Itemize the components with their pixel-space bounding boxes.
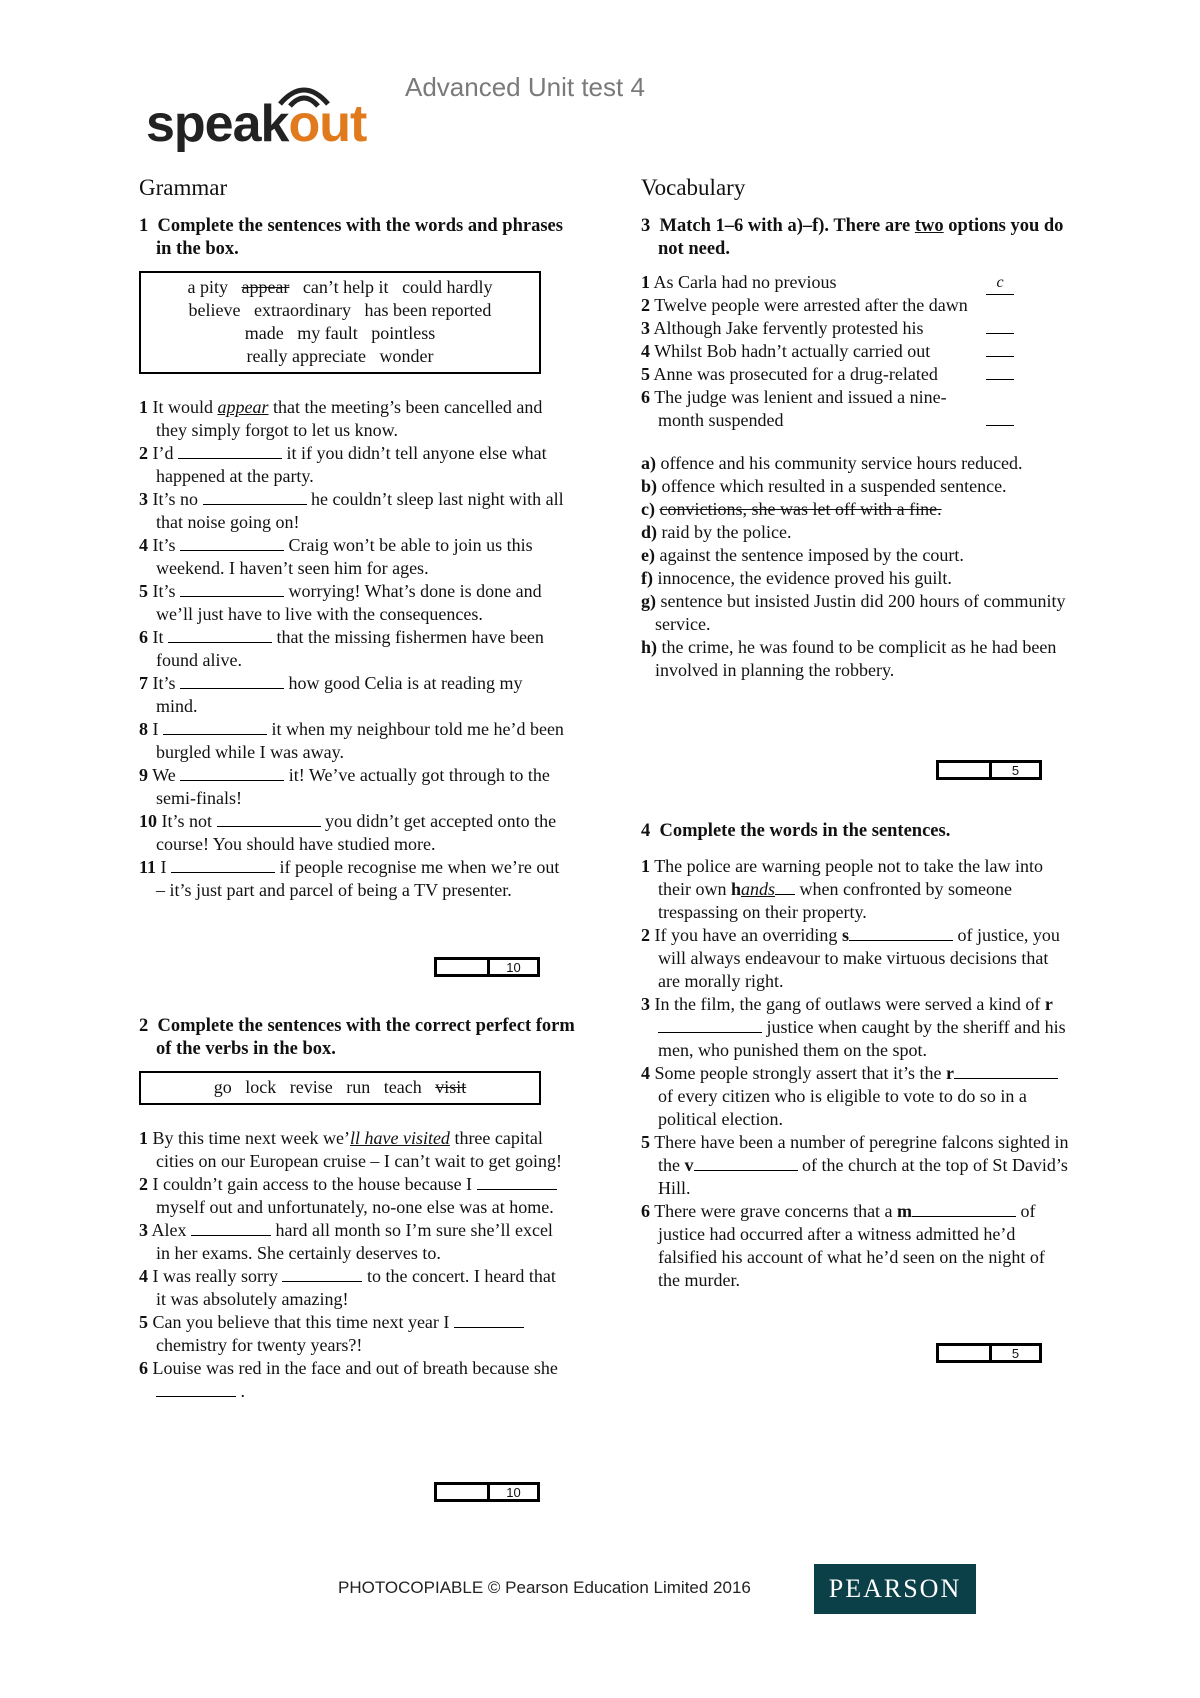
option-d: d) raid by the police. bbox=[641, 522, 792, 542]
copyright-notice: PHOTOCOPIABLE © Pearson Education Limited 2016 bbox=[338, 1578, 751, 1597]
vocabulary-heading: Vocabulary bbox=[641, 175, 746, 200]
exercise-3-items bbox=[641, 271, 1081, 432]
speakout-logo bbox=[146, 86, 396, 156]
match-item: 1 As Carla had no previous c bbox=[641, 271, 1018, 294]
exercise-1-instruction: 1 Complete the sentences with the words and phrases in the box. bbox=[139, 216, 563, 259]
list-item: 11 I if people recognise me when we’re out – it’s just part and parcel of being a TV presenter. bbox=[139, 857, 560, 900]
score-value: 10 bbox=[506, 960, 521, 975]
option-f: f) innocence, the evidence proved his guilt. bbox=[641, 568, 952, 588]
option-b: b) offence which resulted in a suspended sentence. bbox=[641, 476, 1007, 496]
list-item: 1 By this time next week we’ll have visited three capital cities on our European cruise – I can’t wait to get going! bbox=[139, 1128, 563, 1171]
answer-blank[interactable] bbox=[180, 764, 284, 781]
unit-title: Advanced Unit test 4 bbox=[405, 72, 645, 102]
answer-blank[interactable] bbox=[282, 1265, 362, 1282]
match-item: 4 Whilst Bob hadn’t actually carried out bbox=[641, 340, 1018, 363]
list-item: 4 It’s Craig won’t be able to join us this weekend. I haven’t seen him for ages. bbox=[139, 535, 533, 578]
option-e: e) against the sentence imposed by the court. bbox=[641, 545, 964, 565]
list-item: 5 It’s worrying! What’s done is done and we’ll just have to live with the consequences. bbox=[139, 581, 542, 624]
exercise-3-instruction: 3 Match 1–6 with a)–f). There are two options you do not need. bbox=[641, 216, 1064, 259]
answer-blank[interactable] bbox=[849, 924, 953, 941]
answer-blank[interactable] bbox=[156, 1380, 236, 1397]
answer-blank[interactable] bbox=[694, 1154, 798, 1171]
list-item: 6 There were grave concerns that a m of justice had occurred after a witness admitted he’d falsified his account of what he’d seen on the night of the murder. bbox=[641, 1201, 1045, 1290]
exercise-1-questions bbox=[139, 396, 564, 902]
list-item: 3 It’s no he couldn’t sleep last night with all that noise going on! bbox=[139, 489, 564, 532]
option-h: h) the crime, he was found to be complicit as he had been involved in planning the robbery. bbox=[641, 637, 1057, 680]
logo-speech-arc-icon bbox=[274, 80, 334, 110]
answer-blank[interactable] bbox=[168, 626, 272, 643]
answer-blank[interactable] bbox=[191, 1219, 271, 1236]
exercise-3-options bbox=[641, 452, 1071, 682]
match-item: 2 Twelve people were arrested after the dawn bbox=[641, 294, 1018, 317]
list-item: 3 Alex hard all month so I’m sure she’ll excel in her exams. She certainly deserves to. bbox=[139, 1220, 553, 1263]
score-value: 5 bbox=[1011, 1346, 1020, 1361]
list-item: 1 It would appear that the meeting’s been cancelled and they simply forgot to let us know. bbox=[139, 397, 543, 440]
option-a: a) offence and his community service hours reduced. bbox=[641, 453, 1023, 473]
list-item: 10 It’s not you didn’t get accepted onto the course! You should have studied more. bbox=[139, 811, 557, 854]
option-g: g) sentence but insisted Justin did 200 hours of community service. bbox=[641, 591, 1066, 634]
answer-blank[interactable] bbox=[454, 1311, 524, 1328]
list-item: 3 In the film, the gang of outlaws were served a kind of r justice when caught by the sheriff and his men, who punished them on the spot. bbox=[641, 994, 1066, 1060]
pearson-logo: PEARSON bbox=[814, 1564, 976, 1614]
answer-blank[interactable] bbox=[912, 1200, 1016, 1217]
answer-blank[interactable] bbox=[986, 363, 1014, 380]
exercise-2-word-box: go lock revise run teach visit bbox=[139, 1071, 541, 1105]
vocabulary-column bbox=[641, 175, 1081, 682]
list-item: 8 I it when my neighbour told me he’d been burgled while I was away. bbox=[139, 719, 564, 762]
answer-blank[interactable]: c bbox=[986, 271, 1014, 295]
logo-speak: speak bbox=[146, 95, 289, 153]
exercise-2-instruction: 2 Complete the sentences with the correct perfect form of the verbs in the box. bbox=[139, 1016, 575, 1059]
list-item: 1 The police are warning people not to take the law into their own hands when confronted by someone trespassing on their property. bbox=[641, 856, 1044, 922]
list-item: 2 If you have an overriding s of justice, you will always endeavour to make virtuous decisions that are morally right. bbox=[641, 925, 1060, 991]
exercise-1-word-box: a pity appear can’t help it could hardly believe extraordinary has been reported made my fault pointless really appreciate wonder bbox=[139, 271, 541, 374]
option-c: c) convictions, she was let off with a fine. bbox=[641, 499, 942, 519]
list-item: 7 It’s how good Celia is at reading my mind. bbox=[139, 673, 523, 716]
list-item: 4 Some people strongly assert that it’s the r of every citizen who is eligible to vote to do so in a political election. bbox=[641, 1062, 1071, 1131]
exercise-4-questions bbox=[641, 855, 1071, 1292]
list-item: 2 I’d it if you didn’t tell anyone else what happened at the party. bbox=[139, 443, 547, 486]
match-item: 3 Although Jake fervently protested his bbox=[641, 317, 1018, 340]
score-value: 5 bbox=[1011, 763, 1020, 778]
answer-blank[interactable] bbox=[203, 488, 307, 505]
list-item: 5 Can you believe that this time next year I chemistry for twenty years?! bbox=[139, 1311, 569, 1357]
logo-out: out bbox=[288, 95, 367, 153]
answer-blank[interactable] bbox=[180, 672, 284, 689]
exercise-3-score-box[interactable] bbox=[936, 760, 1042, 780]
answer-blank[interactable] bbox=[477, 1173, 557, 1190]
answer-blank[interactable] bbox=[775, 878, 795, 895]
list-item: 9 We it! We’ve actually got through to the semi-finals! bbox=[139, 765, 550, 808]
answer-blank[interactable] bbox=[986, 340, 1014, 357]
list-item: 4 I was really sorry to the concert. I heard that it was absolutely amazing! bbox=[139, 1266, 556, 1309]
answer-blank[interactable] bbox=[180, 534, 284, 551]
answer-blank[interactable] bbox=[171, 856, 275, 873]
grammar-heading: Grammar bbox=[139, 175, 228, 200]
match-item: 6 The judge was lenient and issued a nine-month suspended bbox=[641, 386, 958, 432]
grammar-exercise-2 bbox=[139, 1015, 579, 1403]
answer-blank[interactable] bbox=[658, 1016, 762, 1033]
answer-blank[interactable] bbox=[180, 580, 284, 597]
answer-blank[interactable] bbox=[163, 718, 267, 735]
answer-blank[interactable] bbox=[986, 317, 1014, 334]
match-item: 5 Anne was prosecuted for a drug-related bbox=[641, 363, 1018, 386]
vocabulary-exercise-4 bbox=[641, 820, 1081, 1292]
grammar-column bbox=[139, 175, 579, 902]
exercise-2-score-box[interactable] bbox=[434, 1482, 540, 1502]
list-item: 2 I couldn’t gain access to the house because I myself out and unfortunately, no-one else was at home. bbox=[139, 1173, 569, 1219]
list-item: 5 There have been a number of peregrine falcons sighted in the v of the church at the top of St David’s Hill. bbox=[641, 1132, 1069, 1198]
exercise-1-score-box[interactable] bbox=[434, 957, 540, 977]
answer-blank[interactable] bbox=[986, 409, 1014, 426]
exercise-4-score-box[interactable] bbox=[936, 1343, 1042, 1363]
exercise-2-questions bbox=[139, 1127, 569, 1403]
score-value: 10 bbox=[506, 1485, 521, 1500]
list-item: 6 It that the missing fishermen have been found alive. bbox=[139, 627, 544, 670]
answer-blank[interactable] bbox=[217, 810, 321, 827]
list-item: 6 Louise was red in the face and out of breath because she . bbox=[139, 1358, 558, 1401]
answer-blank[interactable] bbox=[178, 442, 282, 459]
exercise-4-instruction: 4 Complete the words in the sentences. bbox=[641, 821, 951, 841]
answer-blank[interactable] bbox=[954, 1062, 1058, 1079]
